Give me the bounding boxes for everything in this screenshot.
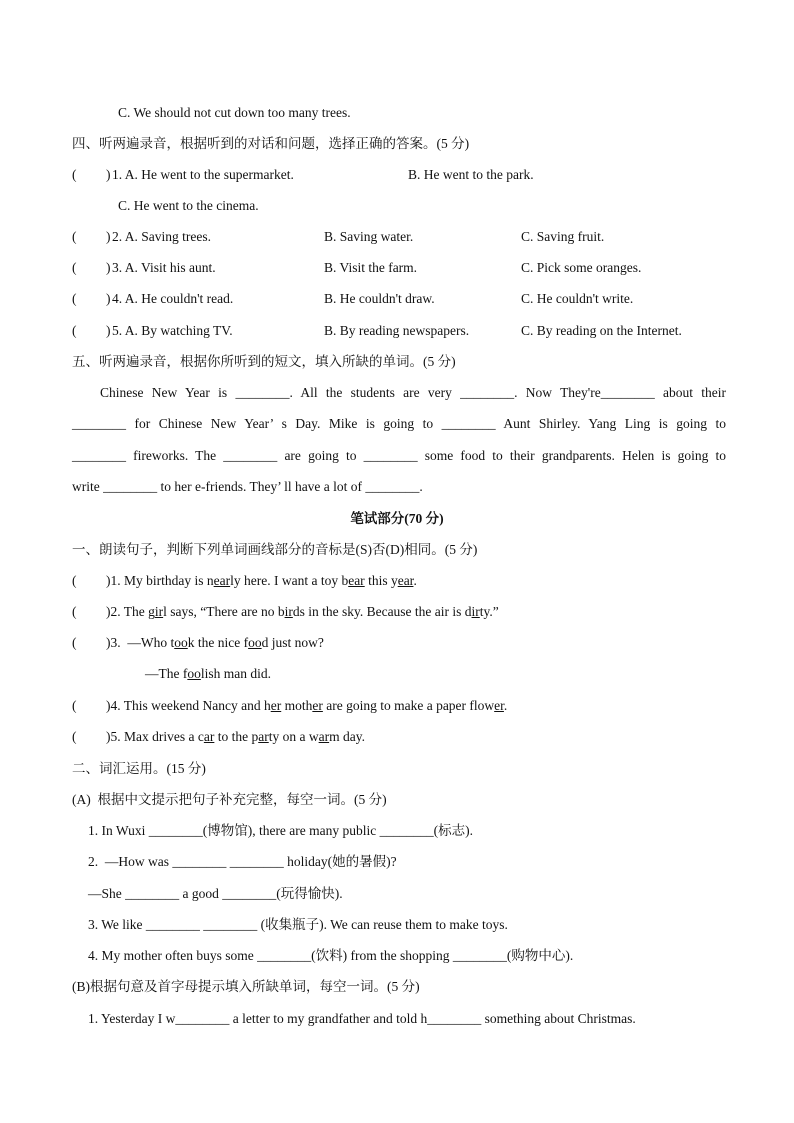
answer-paren-close: ) <box>106 167 111 182</box>
subsection-heading-b: (B)根据句意及首字母提示填入所缺单词，每空一词。(5 分) <box>72 979 420 994</box>
option-c: C. He couldn't write. <box>521 291 634 306</box>
answer-paren-close: ) <box>106 229 111 244</box>
fill-question: 1. Yesterday I w________ a letter to my grandfather and told h________ something about Christmas. <box>88 1011 636 1026</box>
option-a: 2. A. Saving trees. <box>112 229 211 244</box>
option-c: C. By reading on the Internet. <box>521 323 682 338</box>
section-heading-listening-fill: 五、听两遍录音，根据你所听到的短文，填入所缺的单词。(5 分) <box>72 354 456 369</box>
option-c: C. He went to the cinema. <box>118 198 259 213</box>
question-text: )3. —Who took the nice food just now? <box>106 635 324 650</box>
passage-line: write ________ to her e-friends. They’ ll have a lot of ________. <box>72 479 423 494</box>
answer-paren-open: ( <box>72 229 77 244</box>
question-row <box>0 166 794 184</box>
section-heading-phonics: 一、朗读句子，判断下列单词画线部分的音标是(S)否(D)相同。(5 分) <box>72 542 478 557</box>
passage-line: ________ for Chinese New Year’ s Day. Mike is going to ________ Aunt Shirley. Yang Ling is going to <box>72 416 726 431</box>
option-c: C. Saving fruit. <box>521 229 605 244</box>
section-heading-vocabulary: 二、词汇运用。(15 分) <box>72 761 206 776</box>
answer-paren-close: ) <box>106 291 111 306</box>
subsection-heading-a: (A) 根据中文提示把句子补充完整，每空一词。(5 分) <box>72 792 387 807</box>
question-text: )1. My birthday is nearly here. I want a toy bear this year. <box>106 573 417 588</box>
option-a: 4. A. He couldn't read. <box>112 291 234 306</box>
passage-line: ________ fireworks. The ________ are going to ________ some food to their grandparents. Helen is going to <box>72 448 726 463</box>
passage-line: Chinese New Year is ________. All the students are very ________. Now They're________ about their <box>100 385 726 400</box>
option-line: C. We should not cut down too many trees. <box>118 105 351 120</box>
question-row <box>0 603 794 621</box>
answer-paren-open: ( <box>72 323 77 338</box>
answer-paren-open: ( <box>72 698 77 713</box>
answer-paren-open: ( <box>72 573 77 588</box>
fill-question: —She ________ a good ________(玩得愉快). <box>88 886 343 901</box>
section-heading-listening-choice: 四、听两遍录音，根据听到的对话和问题，选择正确的答案。(5 分) <box>72 136 470 151</box>
option-a: 5. A. By watching TV. <box>112 323 233 338</box>
fill-question: 1. In Wuxi ________(博物馆), there are many public ________(标志). <box>88 823 474 838</box>
question-row <box>0 572 794 590</box>
question-row <box>0 634 794 652</box>
answer-paren-open: ( <box>72 604 77 619</box>
option-b: B. He went to the park. <box>408 167 534 182</box>
answer-paren-open: ( <box>72 635 77 650</box>
option-b: B. By reading newspapers. <box>324 323 470 338</box>
question-row <box>0 290 794 308</box>
option-a: 3. A. Visit his aunt. <box>112 260 216 275</box>
question-text: )2. The girl says, “There are no birds in the sky. Because the air is dirty.” <box>106 604 499 619</box>
answer-paren-open: ( <box>72 167 77 182</box>
answer-paren-open: ( <box>72 291 77 306</box>
question-text: )4. This weekend Nancy and her mother are going to make a paper flower. <box>106 698 508 713</box>
answer-paren-close: ) <box>106 260 111 275</box>
option-b: B. Visit the farm. <box>324 260 418 275</box>
fill-question: 4. My mother often buys some ________(饮料) from the shopping ________(购物中心). <box>88 948 574 963</box>
option-b: B. Saving water. <box>324 229 414 244</box>
question-row <box>0 228 794 246</box>
fill-question: 3. We like ________ ________ (收集瓶子). We can reuse them to make toys. <box>88 917 508 932</box>
question-text: —The foolish man did. <box>145 666 271 681</box>
option-b: B. He couldn't draw. <box>324 291 435 306</box>
answer-paren-open: ( <box>72 729 77 744</box>
question-row <box>0 259 794 277</box>
question-row <box>0 728 794 746</box>
option-a: 1. A. He went to the supermarket. <box>112 167 294 182</box>
option-c: C. Pick some oranges. <box>521 260 642 275</box>
fill-question: 2. —How was ________ ________ holiday(她的暑假)? <box>88 854 397 869</box>
answer-paren-open: ( <box>72 260 77 275</box>
written-section-title: 笔试部分(70 分) <box>350 511 444 526</box>
answer-paren-close: ) <box>106 323 111 338</box>
question-row <box>0 697 794 715</box>
question-text: )5. Max drives a car to the party on a warm day. <box>106 729 365 744</box>
question-row <box>0 322 794 340</box>
